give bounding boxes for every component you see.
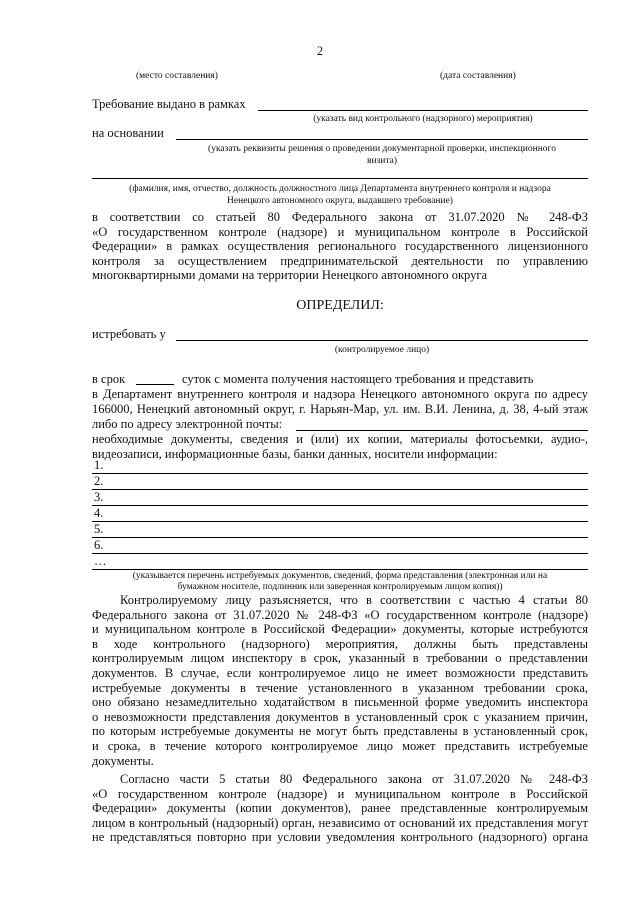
intro-line: в соответствии со статьей 80 Федерального закона от 31.07.2020 № 248-ФЗ <box>92 210 588 224</box>
paragraph-line: документов. В случае, если контролируемое лицо не имеет возможности представить <box>92 665 588 680</box>
repeat-submission-paragraph <box>92 772 588 845</box>
official-hint-line2: Ненецкого автономного округа, выдавшего требование) <box>227 196 453 206</box>
paragraph-line: документы. <box>92 753 154 768</box>
list-item: 6. <box>92 539 588 554</box>
basis-label: на основании <box>92 126 164 140</box>
official-hint-line1: (фамилия, имя, отчество, должность должностного лица Департамента внутреннего контроля и надзора <box>129 184 551 194</box>
paragraph-line: и муниципальном контроле в Российской Федерации» документы, которые истребуются <box>92 622 588 637</box>
deadline-line3: 166000, Ненецкий автономный округ, г. Нарьян-Мар, ул. им. В.И. Ленина, д. 38, 4-ый этаж <box>92 402 588 416</box>
docs-line2: видеозаписи, информационные базы, банки данных, носители информации: <box>92 447 498 461</box>
place-label: (место составления) <box>136 71 218 81</box>
issued-within-hint: (указать вид контрольного (надзорного) мероприятия) <box>313 114 533 124</box>
paragraph-line: лицом в контрольный (надзорный) орган, независимо от оснований их представления могут <box>92 815 588 830</box>
paragraph-line: Согласно части 5 статьи 80 Федерального закона от 31.07.2020 № 248-ФЗ <box>120 772 588 786</box>
deadline-line2: в Департамент внутреннего контроля и надзора Ненецкого автономного округа по адресу <box>92 387 588 401</box>
official-line <box>92 178 588 179</box>
date-label: (дата составления) <box>440 71 516 81</box>
intro-line: многоквартирными домами на территории Ненецкого автономного округа <box>92 268 488 283</box>
basis-line <box>176 139 588 140</box>
paragraph-line: Федерации» документы (копии документов), ранее представленные контролируемым <box>92 801 588 816</box>
paragraph-line: истребуемые документы в течение установленного в указанном требовании срока, <box>92 680 588 695</box>
section-heading: ОПРЕДЕЛИЛ: <box>296 298 384 313</box>
intro-line: контроля за осуществлением предпринимательской деятельности по управлению <box>92 253 588 268</box>
paragraph-line: и срока, в течение которого контролируемое лицо может представить истребуемые <box>92 738 588 753</box>
paragraph-line: Контролируемому лицу разъясняется, что в соответствии с частью 4 статьи 80 <box>120 593 588 607</box>
request-label: истребовать у <box>92 327 166 341</box>
deadline-prefix: в срок <box>92 372 126 386</box>
page-number: 2 <box>316 44 324 58</box>
list-item: 2. <box>92 475 588 490</box>
intro-line: «О государственном контроле (надзоре) и муниципальном контроле в Российской <box>92 224 588 239</box>
issued-within-label: Требование выдано в рамках <box>92 97 246 111</box>
paragraph-line: в ходе контрольного (надзорного) мероприятия, должны быть представлены <box>92 636 588 651</box>
email-label: либо по адресу электронной почты: <box>92 417 283 431</box>
paragraph-line: Федерального закона от 31.07.2020 № 248-ФЗ «О государственном контроле (надзоре) <box>92 607 588 622</box>
docs-line1: необходимые документы, сведения и (или) их копии, материалы фотосъемки, аудио-, <box>92 432 588 446</box>
list-hint-line2: бумажном носителе, подлинник или заверенная контролируемым лицом копия)) <box>177 582 503 592</box>
basis-hint-line1: (указать реквизиты решения о проведении документарной проверки, инспекционного <box>208 144 556 154</box>
list-item: 4. <box>92 507 588 522</box>
intro-line: Федерации» в рамках осуществления регионального государственного лицензионного <box>92 239 588 254</box>
deadline-days-line <box>136 384 174 385</box>
explanation-paragraph <box>92 593 588 768</box>
paragraph-line: не представляться повторно при условии уведомления контрольного (надзорного) органа <box>92 830 588 845</box>
email-line <box>296 430 588 431</box>
issued-within-line <box>258 110 588 111</box>
deadline-suffix: суток с момента получения настоящего требования и представить <box>182 372 534 386</box>
paragraph-line: о невозможности представления документов в установленный срок с указанием причин, <box>92 709 588 724</box>
list-item: 3. <box>92 491 588 506</box>
list-item: 1. <box>92 459 588 474</box>
intro-paragraph <box>92 210 588 283</box>
list-item: … <box>92 555 588 570</box>
paragraph-line: по которым истребуемые документы не могут быть представлены в установленный срок, <box>92 724 588 739</box>
request-line <box>176 340 588 341</box>
paragraph-line: контролируемым лицом инспектору в срок, указанный в требовании о представлении <box>92 651 588 666</box>
list-hint-line1: (указывается перечень истребуемых документов, сведений, форма представления (электронная или на <box>132 571 548 581</box>
paragraph-line: оно обязано незамедлительно ходатайством в письменной форме уведомить инспектора <box>92 695 588 710</box>
request-hint: (контролируемое лицо) <box>334 345 430 355</box>
list-item: 5. <box>92 523 588 538</box>
basis-hint-line2: визита) <box>366 156 398 166</box>
paragraph-line: «О государственном контроле (надзоре) и муниципальном контроле в Российской <box>92 786 588 801</box>
